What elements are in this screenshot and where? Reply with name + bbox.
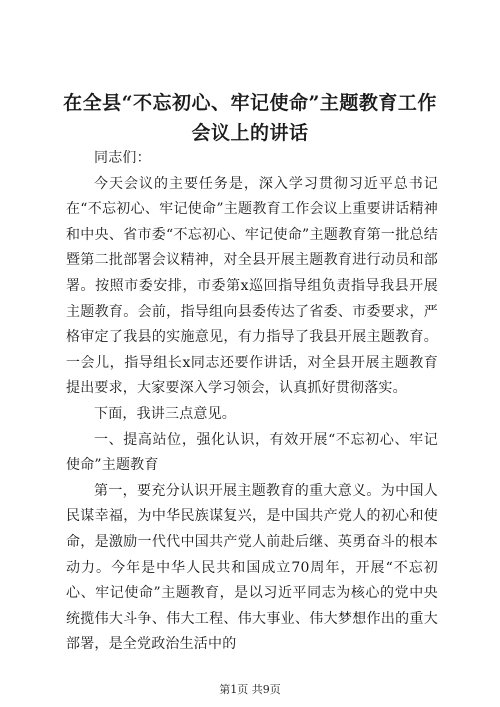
document-body: [66, 146, 438, 658]
page-footer: 第1页 共9页: [219, 683, 281, 696]
section-heading-1: 一、提高站位，强化认识，有效开展“不忘初心、牢记使命”主题教育: [66, 431, 438, 474]
greeting: 同志们：: [94, 150, 151, 166]
title-line-2: 会议上的讲话: [191, 122, 309, 144]
paragraph-first-point: 第一，要充分认识开展主题教育的重大意义。为中国人民谋幸福，为中华民族谋复兴，是中国共产党人的初心和使命，是激励一代代中国共产党人前赴后继、英勇奋斗的根本动力。今年是中华人民共和国成立70周年，开展“不忘初心、牢记使命”主题教育，是以习近平同志为核心的党中央统揽伟大斗争、伟大工程、伟大事业、伟大梦想作出的重大部署，是全党政治生活中的: [66, 482, 438, 653]
document-title: [40, 88, 460, 148]
paragraph-transition: 下面，我讲三点意见。: [94, 405, 236, 422]
paragraph-intro: 今天会议的主要任务是，深入学习贯彻习近平总书记在“不忘初心、牢记使命”主题教育工作会议上重要讲话精神和中央、省市委“不忘初心、牢记使命”主题教育第一批总结暨第二批部署会议精神，对全县开展主题教育进行动员和部署。按照市委安排，市委第x巡回指导组负责指导我县开展主题教育。会前，指导组向县委传达了省委、市委要求，严格审定了我县的实施意见，有力指导了我县开展主题教育。一会儿，指导组长x同志还要作讲话，对全县开展主题教育提出要求，大家要深入学习领会，认真抓好贯彻落实。: [66, 175, 438, 397]
title-line-1: 在全县“不忘初心、牢记使命”主题教育工作: [63, 92, 437, 114]
